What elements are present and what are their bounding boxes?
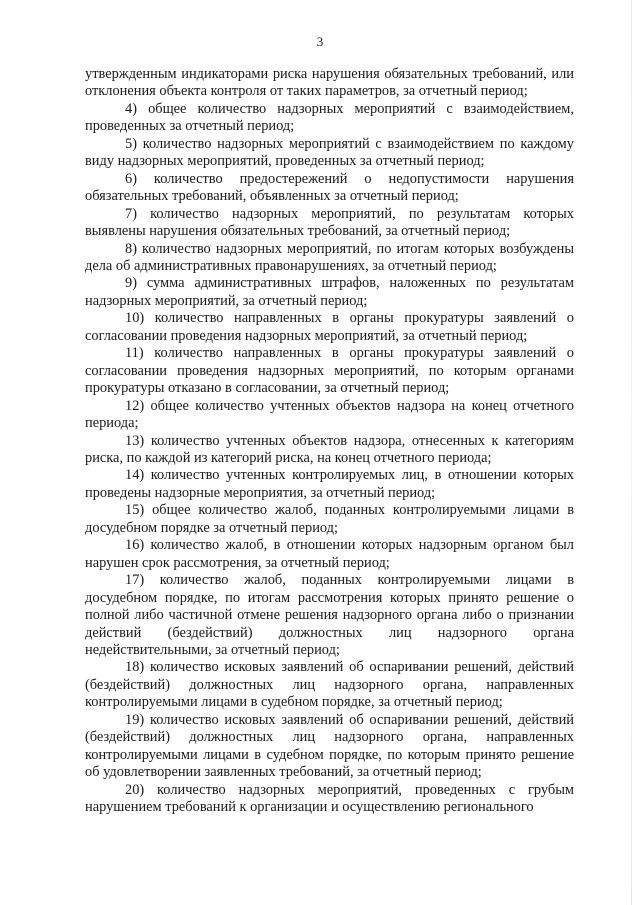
list-item-16: 16) количество жалоб, в отношении которых надзорным органом был нарушен срок рассмотрения, за отчетный период; (85, 537, 574, 571)
list-item-6: 6) количество предостережений о недопустимости нарушения обязательных требований, объявленных за отчетный период; (85, 170, 574, 205)
list-item-14: 14) количество учтенных контролируемых лиц, в отношении которых проведены надзорные мероприятия, за отчетный период; (85, 467, 574, 501)
list-item-13: 13) количество учтенных объектов надзора, отнесенных к категориям риска, по каждой из категорий риска, на конец отчетного периода; (85, 432, 574, 466)
page-number: 3 (316, 34, 324, 49)
paragraph-continuation: утвержденным индикаторами риска нарушения обязательных требований, или отклонения объекта контроля от таких параметров, за отчетный период; (85, 66, 574, 100)
list-item-5: 5) количество надзорных мероприятий с взаимодействием по каждому виду надзорных мероприятий, проведенных за отчетный период; (85, 135, 574, 170)
list-item-7: 7) количество надзорных мероприятий, по результатам которых выявлены нарушения обязательных требований, за отчетный период; (85, 205, 574, 240)
scan-edge-line (631, 0, 632, 905)
list-item-19: 19) количество исковых заявлений об оспаривании решений, действий (бездействий) должностных лиц надзорного органа, направленных контролируемыми лицами в судебном порядке, по которым принято решение об удовлетворении заявленных требований, за отчетный период; (85, 711, 574, 781)
list-item-12: 12) общее количество учтенных объектов надзора на конец отчетного периода; (85, 397, 574, 432)
list-item-10: 10) количество направленных в органы прокуратуры заявлений о согласовании проведения надзорных мероприятий, за отчетный период; (85, 310, 574, 344)
list-item-9: 9) сумма административных штрафов, наложенных по результатам надзорных мероприятий, за отчетный период; (85, 275, 574, 309)
list-item-4: 4) общее количество надзорных мероприятий с взаимодействием, проведенных за отчетный период; (85, 100, 574, 135)
list-item-8: 8) количество надзорных мероприятий, по итогам которых возбуждены дела об административных правонарушениях, за отчетный период; (85, 240, 574, 274)
list-item-20: 20) количество надзорных мероприятий, проведенных с грубым нарушением требований к организации и осуществлению регионального (85, 781, 574, 816)
document-body (85, 66, 574, 816)
list-item-15: 15) общее количество жалоб, поданных контролируемыми лицами в досудебном порядке за отчетный период; (85, 502, 574, 536)
list-item-17: 17) количество жалоб, поданных контролируемыми лицами в досудебном порядке, по итогам рассмотрения которых принято решение о полной либо частичной отмене решения надзорного органа либо о признании действий (бездействий) должностных лиц надзорного органа недействительными, за отчетный период; (85, 572, 574, 658)
list-item-11: 11) количество направленных в органы прокуратуры заявлений о согласовании проведения надзорных мероприятий, по которым органами прокуратуры отказано в согласовании, за отчетный период; (85, 345, 574, 397)
list-item-18: 18) количество исковых заявлений об оспаривании решений, действий (бездействий) должностных лиц надзорного органа, направленных контролируемыми лицами в судебном порядке, за отчетный период; (85, 659, 574, 711)
